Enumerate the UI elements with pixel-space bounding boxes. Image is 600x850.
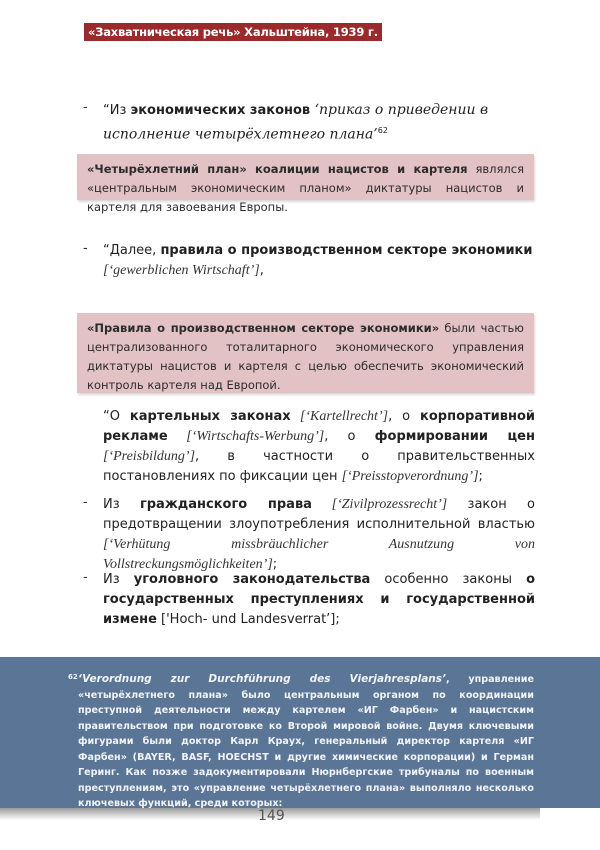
item-italic: ‘приказ о приведении в исполнение четырёхлетнего плана’ [103,102,489,143]
highlight-box-production-rules [77,313,534,393]
footnote-italic-title: ‘Verordnung zur Durchführung des Vierjahresplans’ [78,673,446,685]
list-item-economic-laws [83,100,535,145]
item-prefix: Из [103,497,140,512]
item-text-2: ['Hoch- und Landesverrat’]; [156,612,340,627]
item-italic-4: [‘Preisstopverordnung’] [341,469,479,484]
item-italic-3: [‘Preisbildung’] [103,449,196,464]
item-bold-2: корпоративной рекламе [103,409,535,444]
item-bold: экономических законов [130,103,311,118]
box-bold: «Четырёхлетний план» коалиции нацистов и картеля [87,162,468,176]
list-item-civil-law [83,495,535,575]
item-italic: [‘gewerblichen Wirtschaft’] [103,263,260,278]
item-suffix: , [259,263,264,278]
item-prefix: “Далее, [103,243,161,258]
bullet-dash: - [83,570,88,585]
bullet-dash: - [83,100,88,115]
footnote-text: , управление «четырёхлетнего плана» было центральным органом по координации преступной деятельности между картелем «ИГ Фарбен» и нацистским правительством при подготовке ко Второй мировой войне. Двумя ключевыми фигурами были доктор Карл Краух, генеральный директор картеля «ИГ Фарбен» (BAYER, BASF, HOECHST и другие химические корпорации) и Герман Геринг. Как позже задокументировали Нюрнбергские трибуналы по военным преступлениям, это «управление четырёхлетнего плана» выполняло несколько ключевых функций, среди которых: [78,674,535,809]
item-bold-3: формировании цен [374,429,535,444]
item-italic-2: [‘Wirtschafts-Werbung’] [167,429,325,444]
item-bold-1: картельных законах [129,409,291,424]
item-text-1: , о [388,409,421,424]
box-text: являлся «центральным экономическим планом» диктатуры нацистов и картеля для завоевания Европы. [87,162,524,214]
footnote-62 [68,672,535,812]
item-suffix: ; [272,557,278,572]
item-text-1: особенно законы [370,572,527,587]
item-italic-1: [‘Zivilprozessrecht’] [311,497,448,512]
item-bold: гражданского права [139,497,312,512]
item-suffix: ; [478,469,483,484]
bullet-dash: - [83,495,88,510]
item-prefix: Из [103,572,134,587]
item-italic-2: [‘Verhütung missbräuchlicher Ausnutzung von Vollstreckungsmöglichkeiten’] [103,537,535,572]
footnote-number: 62 [68,673,78,681]
item-prefix: “Из [103,103,131,118]
item-italic-1: [‘Kartellrecht’] [290,409,389,424]
footnote-ref[interactable]: 62 [377,126,388,135]
item-bold: правила о производственном секторе экономики [160,243,533,258]
list-item-production-sector [83,241,535,281]
box-bold: «Правила о производственном секторе экономики» [87,321,440,335]
item-bold-2: о государственных преступлениях и государственной измене [103,572,535,627]
highlight-box-four-year-plan [77,154,534,214]
list-item-criminal-law [83,570,535,630]
box-text: были частью централизованного тоталитарного экономического управления диктатуры нацистов и картеля с целью обеспечить экономический контроль картеля над Европой. [87,321,524,392]
item-text-3: , в частности о правительственных постановлениях по фиксации цен [103,449,535,484]
item-text-1: закон о предотвращении злоупотребления исполнительной властью [103,497,535,532]
page-number: 149 [258,808,285,824]
chapter-header: «Захватническая речь» Хальштейна, 1939 г. [84,23,382,41]
item-prefix: “О [103,409,130,424]
item-bold-1: уголовного законодательства [133,572,371,587]
bullet-dash: - [83,241,88,256]
list-item-cartel-laws [83,407,535,487]
item-text-2: , о [324,429,375,444]
